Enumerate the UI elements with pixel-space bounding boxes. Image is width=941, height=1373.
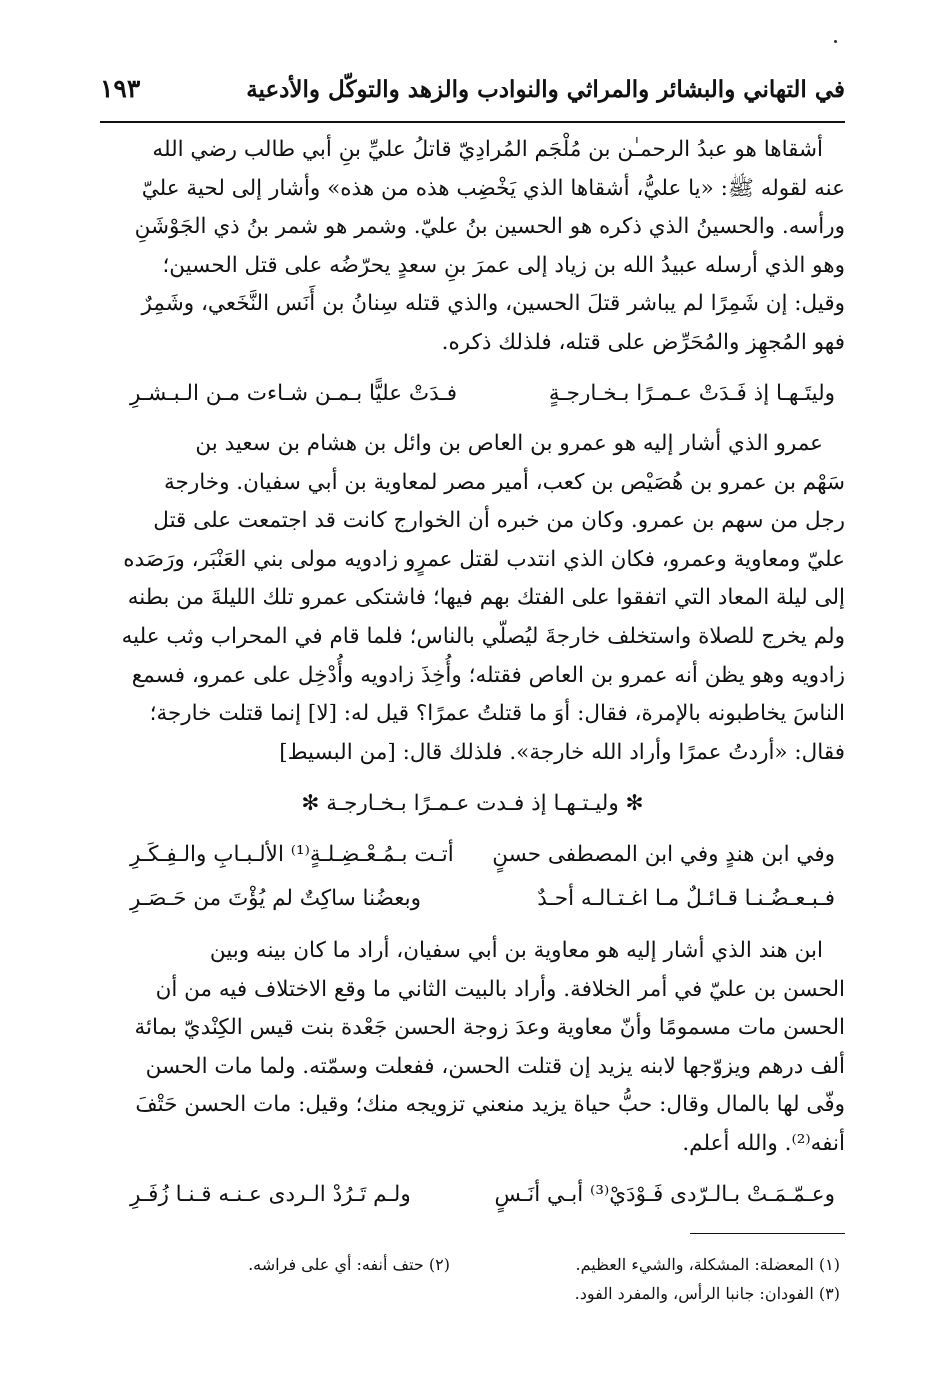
footnote-row xyxy=(100,1250,840,1279)
verse-2-centered: ✻ وليـتـهـا إذ فـدت عـمـرًا بـخـارجـة ✻ xyxy=(301,791,644,816)
text-line: فقال: «أردتُ عمرًا وأراد الله خارجة». فلذلك قال: [من البسيط] xyxy=(279,739,845,765)
text-line: زادويه وهو يظن أنه عمرو بن العاص فقتله؛ وأُخِذَ زادويه وأُدْخِل على عمرو، فسمع xyxy=(131,662,845,688)
footnote-3: (٣) الفودان: جانبا الرأس، والمفرد الفود. xyxy=(574,1284,840,1303)
verse-second-hemistich: وبعضُنا ساكِتٌ لم يُؤْتَ من حَـصَـرِ xyxy=(130,886,421,911)
verse-1 xyxy=(110,377,835,417)
verse-first-hemistich: فـبـعـضُـنـا قـائـلٌ مـا اغـتـالـه أحـدٌ xyxy=(537,886,835,911)
text-line: ورأسه. والحسينُ الذي ذكره هو الحسين بنُ عليّ. وشمر هو شمر بنُ ذي الجَوْشَنِ xyxy=(134,214,845,240)
verse-5 xyxy=(110,1178,835,1218)
scan-speck xyxy=(834,40,837,43)
verse-second-hemistich: أتـت بـمُـعْـضِـلـةٍ⁽¹⁾ الألـبـابِ والـفِـكَـرِ xyxy=(130,842,454,867)
paragraph-1 xyxy=(100,131,845,363)
footnote-row xyxy=(100,1279,840,1308)
text-line: عمرو الذي أشار إليه هو عمرو بن العاص بن وائل بن هشام بن سعيد بن xyxy=(195,431,823,456)
verse-3 xyxy=(110,838,835,878)
text-line: ابن هند الذي أشار إليه هو معاوية بن أبي سفيان، أراد ما كان بينه وبين xyxy=(209,938,823,963)
text-line: فهو المُجهِز والمُحَرِّض على قتله، فلذلك ذكره. xyxy=(441,329,845,355)
verse-second-hemistich: ولـم تَـرُدْ الـردى عـنـه قـنـا زُفَـرِ xyxy=(130,1182,411,1207)
text-line: إلى ليلة المعاد التي اتفقوا على الفتك بهم فيها؛ فاشتكى عمرو تلك الليلةَ من بطنه xyxy=(127,585,845,611)
text-line: ولم يخرج للصلاة واستخلف خارجةَ ليُصلّي بالناس؛ فلما قام في المحراب وثب عليه xyxy=(121,623,845,649)
text-line: عنه لقوله ﷺ: «يا عليُّ، أشقاها الذي يَخْضِب هذه من هذه» وأشار إلى لحية عليّ xyxy=(141,175,845,201)
page-number: ١٩٣ xyxy=(100,74,141,103)
footnotes xyxy=(100,1250,840,1308)
header-rule xyxy=(100,121,845,123)
text-line: عليّ ومعاوية وعمرو، فكان الذي انتدب لقتل عمرٍو زادويه مولى بني العَنْبَر، ورَصَده xyxy=(123,546,845,572)
text-line: الحسن مات مسمومًا وأنّ معاوية وعدَ زوجة الحسن جَعْدة بنت قيس الكِنْديّ بمائة xyxy=(134,1015,845,1041)
text-line: سَهْم بن عمرو بن هُصَيْص بن كعب، أمير مصر لمعاوية بن أبي سفيان. وخارجة xyxy=(164,469,845,495)
verse-second-hemistich: فـدَتْ عليًّا بـمـن شـاءت مـن الـبـشـرِ xyxy=(130,381,457,406)
text-line: الناسَ يخاطبونه بالإمرة، فقال: أوَ ما قتلتُ عمرًا؟ قيل له: [لا] إنما قتلت خارجة؛ xyxy=(149,701,845,727)
verse-first-hemistich: وعـمّـمَـتْ بـالـرّدى فَـوْدَيْ⁽³⁾ أبـي أنَـسٍ xyxy=(494,1182,835,1207)
footnote-2: (٢) حتف أنفه: أي على فراشه. xyxy=(248,1255,450,1274)
text-line: أشقاها هو عبدُ الرحمـٰن بن مُلْجَم المُرادِيّ قاتلُ عليِّ بنِ أبي طالب رضي الله xyxy=(152,137,823,162)
text-line: وهو الذي أرسله عبيدُ الله بن زياد إلى عمرَ بنِ سعدٍ يحرّضُه على قتل الحسين؛ xyxy=(162,252,845,278)
text-line: رجل من سهم بن عمرو. وكان من خبره أن الخوارج كانت قد اجتمعت على قتل xyxy=(153,508,845,534)
paragraph-3 xyxy=(100,932,845,1164)
text-line: وفّى لها بالمال وقال: حبُّ حياة يزيد منعني تزويجه منك؛ وقيل: مات الحسن حَتْفَ xyxy=(135,1092,845,1118)
verse-4 xyxy=(110,882,835,922)
paragraph-2 xyxy=(100,425,845,772)
footnote-1: (١) المعضلة: المشكلة، والشيء العظيم. xyxy=(575,1255,840,1274)
footnote-rule xyxy=(690,1233,845,1234)
text-line: ألف درهم ويزوّجها لابنه يزيد إن قتلت الحسن، ففعلت وسمّته. ولما مات الحسن xyxy=(145,1053,845,1079)
page-header xyxy=(100,68,845,116)
verse-first-hemistich: وفي ابن هندٍ وفي ابن المصطفى حسنٍ xyxy=(492,842,835,867)
verse-first-hemistich: وليتَـهـا إذ فَـدَتْ عـمـرًا بـخـارجـةٍ xyxy=(548,381,835,406)
text-line: أنفه⁽²⁾. والله أعلم. xyxy=(682,1130,845,1156)
running-title: في التهاني والبشائر والمراثي والنوادب والزهد والتوكّل والأدعية xyxy=(246,76,845,103)
text-line: وقيل: إن شَمِرًا لم يباشر قتلَ الحسين، والذي قتله سِنانُ بن أَنَس النَّخَعي، وشَمِرٌ xyxy=(141,291,845,317)
text-line: الحسن بن عليّ في أمر الخلافة. وأراد بالبيت الثاني ما وقع الاختلاف فيه من أن xyxy=(155,976,845,1002)
